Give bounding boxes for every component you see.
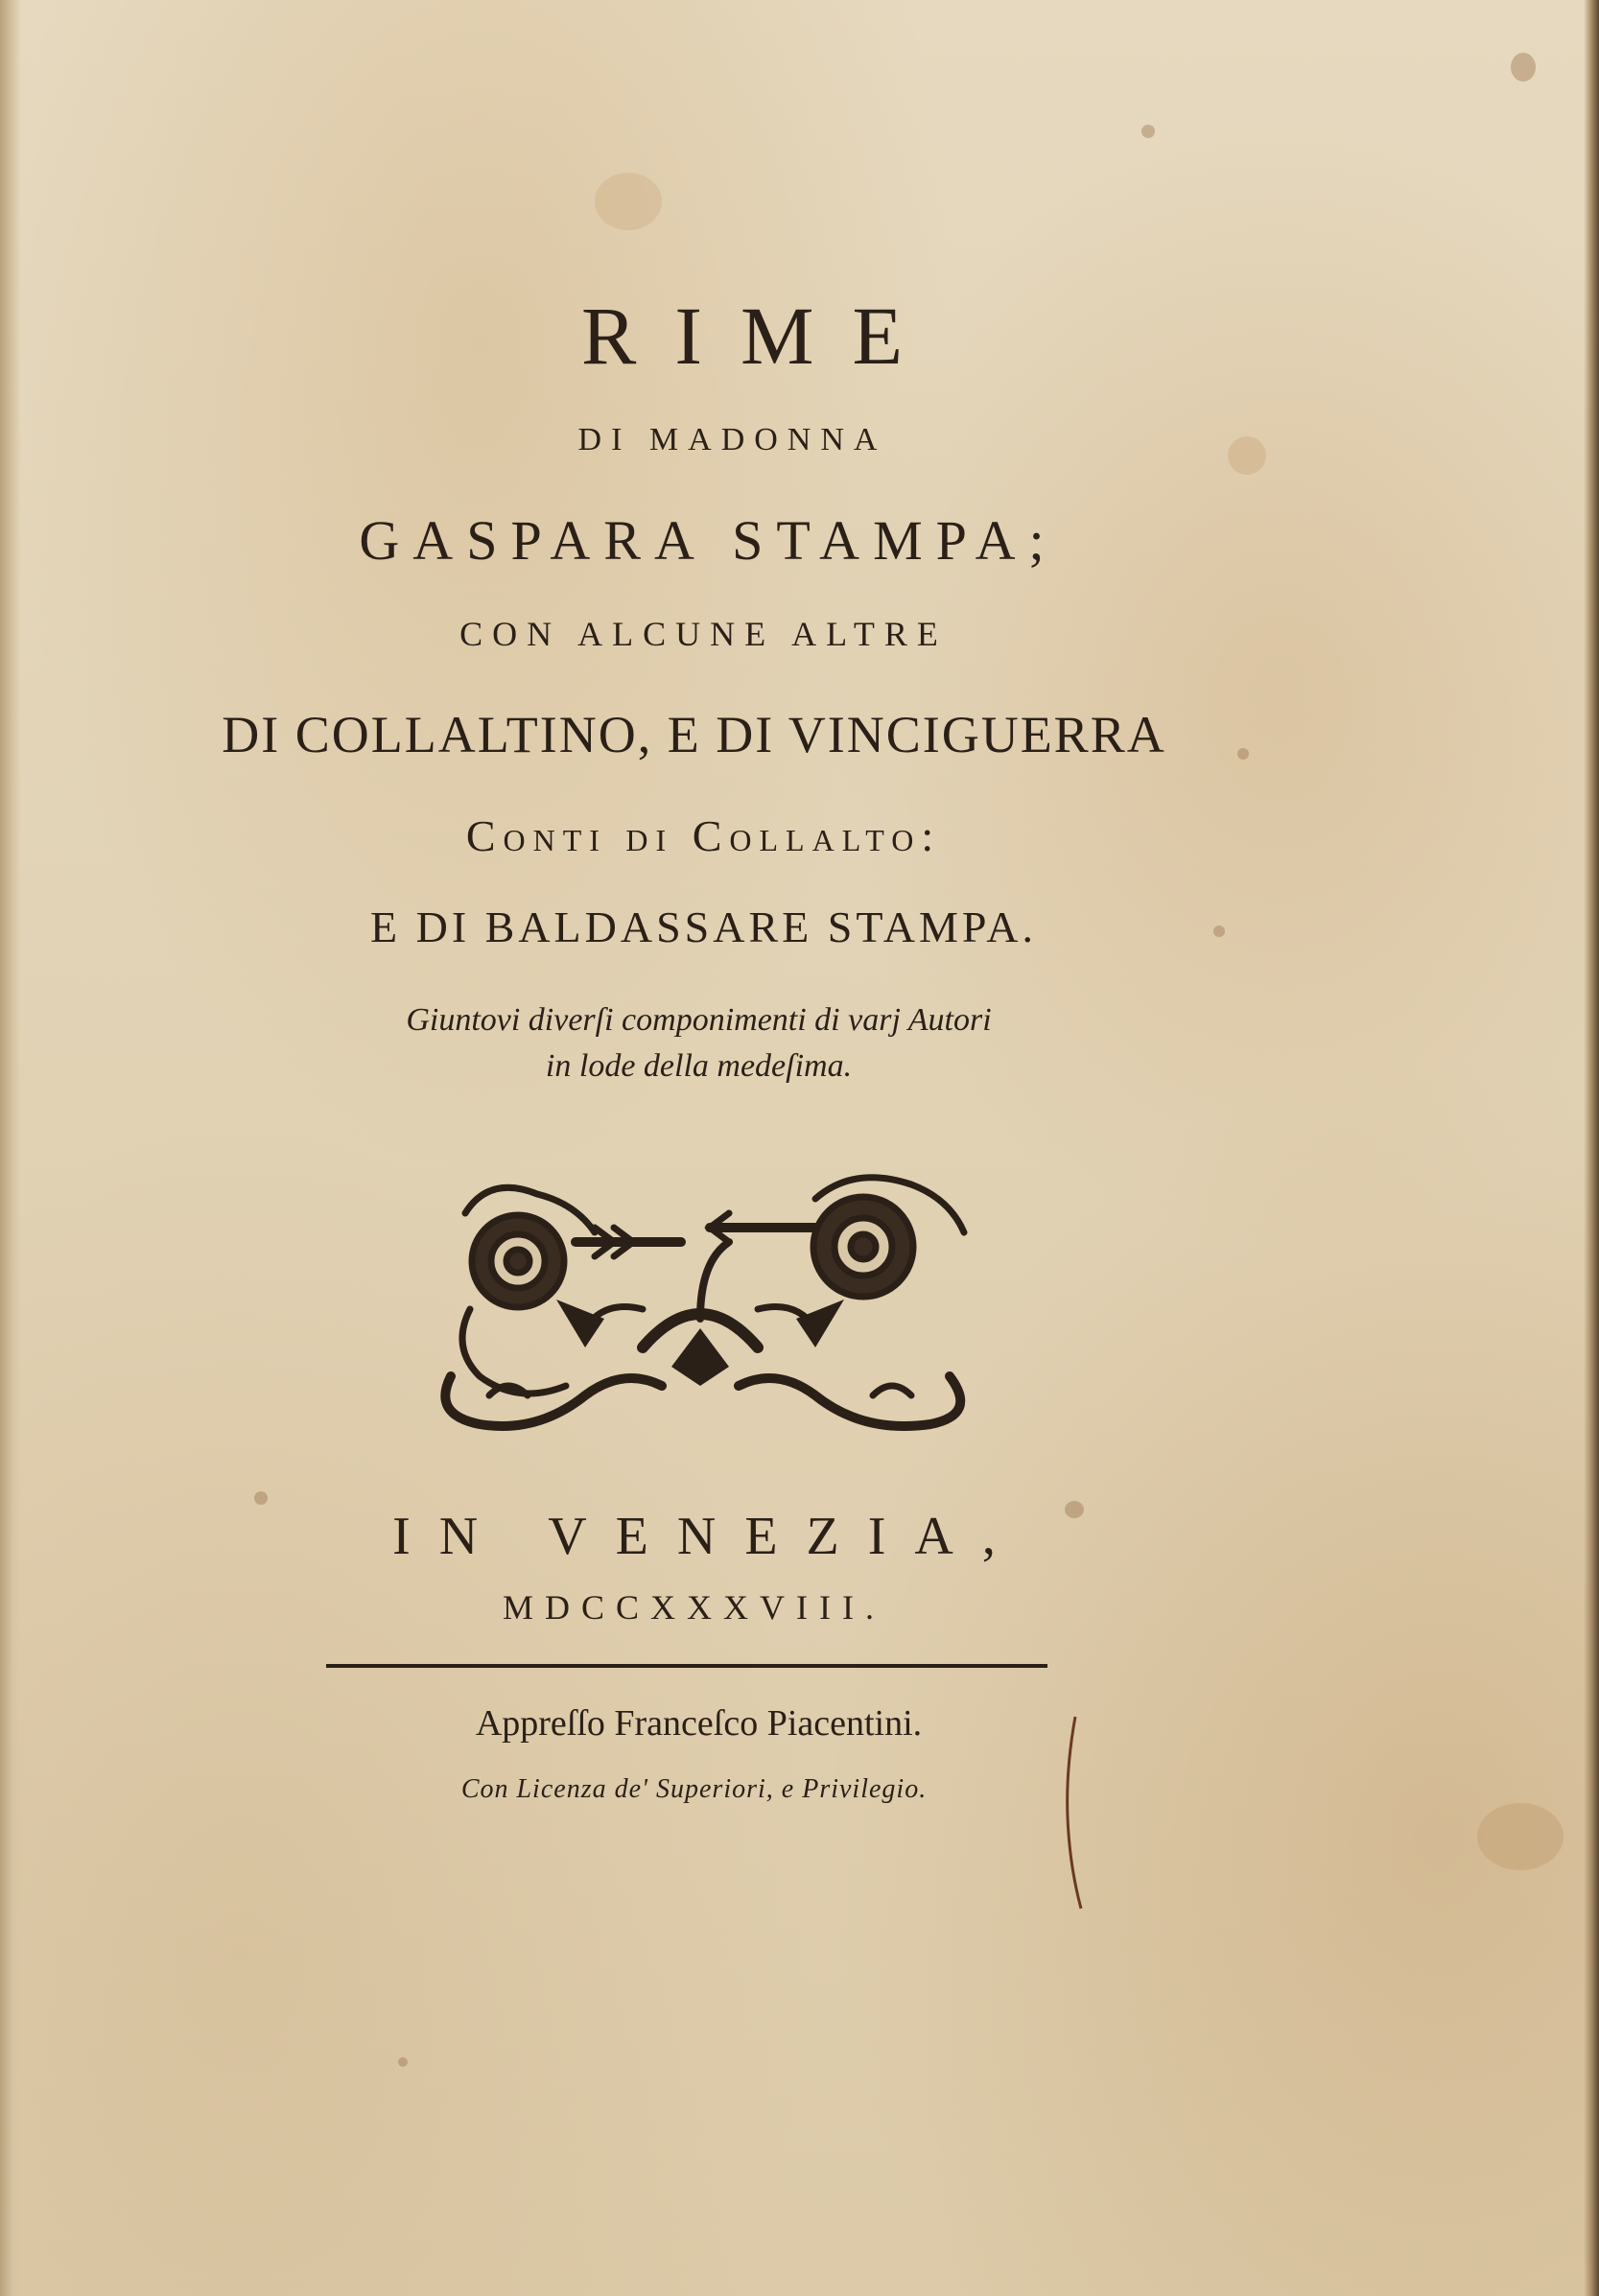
conti-line: Conti di Collalto: — [465, 811, 942, 860]
foxing-spot — [1511, 53, 1536, 82]
giuntovi-line-2: in lode della medeſima. — [545, 1048, 853, 1084]
floral-woodcut-ornament-icon — [412, 1156, 988, 1443]
printer-line: Appreſſo Franceſco Piacentini. — [475, 1703, 923, 1744]
collaltino-line: DI COLLALTINO, E DI VINCIGUERRA — [222, 706, 1166, 763]
baldassare-line: E DI BALDASSARE STAMPA. — [370, 902, 1037, 951]
book-title: RIME — [581, 290, 941, 382]
imprint-place: IN VENEZIA, — [392, 1507, 1024, 1566]
page-right-edge — [1584, 0, 1599, 2296]
foxing-spot — [1477, 1803, 1564, 1870]
con-alcune-line: CON ALCUNE ALTRE — [459, 615, 948, 653]
foxing-spot — [398, 2057, 408, 2067]
imprint-year: MDCCXXXVIII. — [503, 1588, 885, 1627]
licence-line: Con Licenza de' Superiori, e Privilegio. — [460, 1774, 928, 1804]
foxing-spot — [595, 173, 662, 230]
ink-stroke-mark — [1058, 1712, 1087, 1913]
horizontal-rule — [326, 1664, 1047, 1668]
author-name: GASPARA STAMPA; — [359, 509, 1058, 572]
di-madonna-line: DI MADONNA — [577, 422, 887, 457]
giuntovi-line-1: Giuntovi diverſi componimenti di varj Autori — [406, 1002, 992, 1038]
foxing-spot — [254, 1491, 268, 1505]
foxing-spot — [1141, 125, 1155, 138]
